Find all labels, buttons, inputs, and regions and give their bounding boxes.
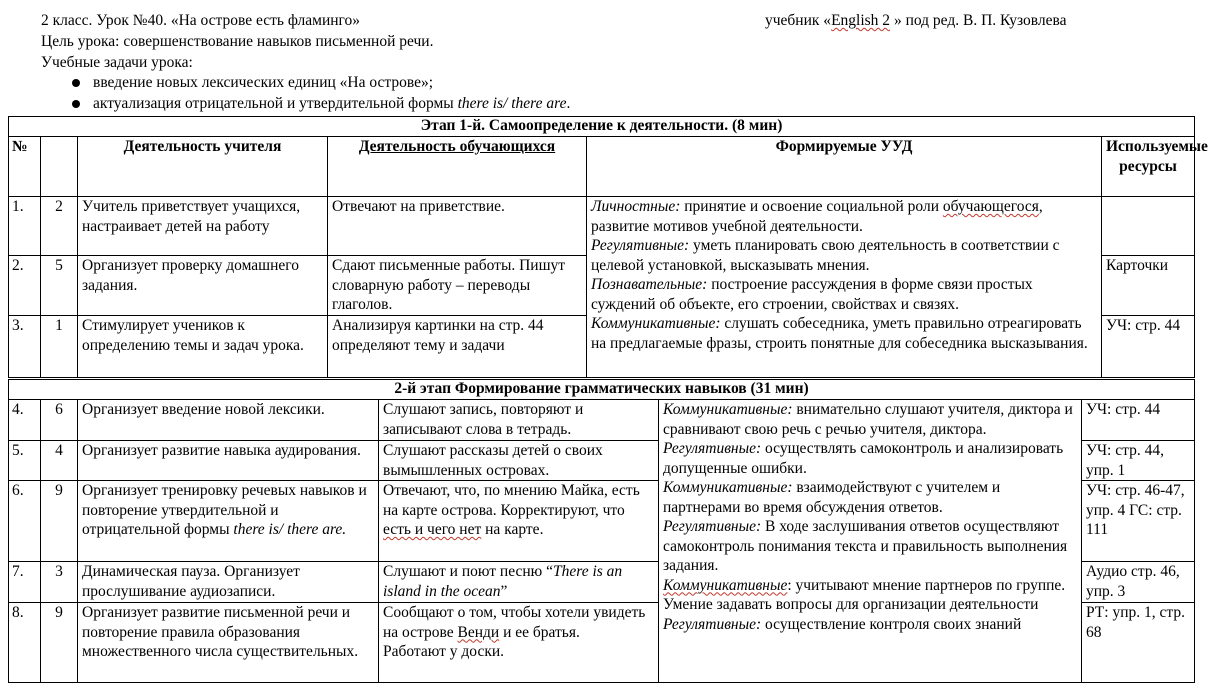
teacher-activity: Организует развитие навыка аудирования. bbox=[78, 441, 379, 481]
task2-end: . bbox=[566, 95, 571, 112]
row-minutes: 4 bbox=[41, 441, 78, 481]
row-number: 4. bbox=[9, 400, 41, 441]
textbook-suffix: » под ред. В. П. Кузовлева bbox=[890, 12, 1067, 29]
student-text: Отвечают, что, по мнению Майка, есть на карте острова. Корректируют, что bbox=[383, 482, 640, 519]
row-number: 7. bbox=[9, 562, 41, 603]
uud-text: обучающегося bbox=[942, 198, 1039, 215]
resources: УЧ: стр. 46-47, упр. 4 ГС: стр. 111 bbox=[1082, 481, 1195, 562]
student-activity: Отвечают на приветствие. bbox=[328, 197, 587, 256]
uud-label: Познавательные: bbox=[591, 276, 708, 293]
teacher-activity: Стимулирует учеников к определению темы и задач урока. bbox=[78, 316, 328, 378]
uud-text: , развитие мотивов учебной деятельности. bbox=[591, 198, 1043, 235]
row-number: 3. bbox=[9, 316, 41, 378]
uud-label: Регулятивные: bbox=[663, 440, 762, 457]
student-activity: Сдают письменные работы. Пишут словарную работу – переводы глаголов. bbox=[328, 256, 587, 316]
uud-stage1 bbox=[587, 197, 1102, 378]
row-number: 1. bbox=[9, 197, 41, 256]
uud-text: В ходе заслушивания ответов осуществляют самоконтроль понимания текста и правильность выполнения задания. bbox=[663, 518, 1068, 574]
stage2-table bbox=[8, 379, 1195, 683]
student-text-marked: Венди bbox=[457, 623, 500, 641]
col-students-header: Деятельность обучающихся bbox=[328, 137, 587, 197]
student-text: Сообщают о том, чтобы хотели увидеть на острове bbox=[383, 604, 646, 641]
col-minutes-header bbox=[41, 137, 78, 197]
uud-label: Регулятивные: bbox=[663, 615, 762, 633]
uud-text: внимательно слушают учителя, диктора и сравнивают свою речь с речью учителя, диктора. bbox=[663, 401, 1073, 438]
col-teacher-header: Деятельность учителя bbox=[78, 137, 328, 197]
uud-text: построение рассуждения в форме связи простых суждений об объекте, его строении, свойствах и связях. bbox=[591, 276, 1033, 313]
uud-label: Коммуникативные: bbox=[591, 315, 721, 332]
student-text: и ее братья. bbox=[499, 623, 580, 641]
uud-stage2 bbox=[659, 400, 1082, 683]
task-item-1: введение новых лексических единиц «На острове»; bbox=[93, 74, 434, 91]
row-number: 2. bbox=[9, 256, 41, 316]
uud-text: уметь планировать свою деятельность в соответствии с целевой установкой, высказывать мнения. bbox=[591, 237, 1060, 274]
resources: УЧ: стр. 44 bbox=[1102, 316, 1195, 378]
uud-text: принятие и освоение социальной роли bbox=[680, 198, 943, 215]
row-minutes: 3 bbox=[41, 562, 78, 603]
uud-label: Регулятивные: bbox=[591, 237, 690, 254]
row-number: 6. bbox=[9, 481, 41, 562]
textbook-reference bbox=[765, 11, 1066, 31]
teacher-text: Организует тренировку речевых навыков и повторение утвердительной и отрицательной формы bbox=[82, 482, 367, 538]
resources: Аудио стр. 46, упр. 3 bbox=[1082, 562, 1195, 603]
student-activity: Анализируя картинки на стр. 44 определяют тему и задачи bbox=[328, 316, 587, 378]
resources: УЧ: стр. 44, упр. 1 bbox=[1082, 441, 1195, 481]
textbook-name: English 2 bbox=[831, 12, 891, 29]
task2-text: актуализация отрицательной и утвердительной формы bbox=[93, 95, 458, 112]
uud-text: взаимодействуют с учителем и партнерами во время обсуждения ответов. bbox=[663, 479, 1001, 516]
stage2-title: 2-й этап Формирование грамматических навыков (31 мин) bbox=[9, 380, 1195, 400]
row-minutes: 9 bbox=[41, 481, 78, 562]
student-activity bbox=[379, 481, 659, 562]
tasks-label: Учебные задачи урока: bbox=[41, 54, 193, 71]
uud-text: осуществлять самоконтроль и анализировать допущенные ошибки. bbox=[663, 440, 1064, 477]
row-minutes: 1 bbox=[41, 316, 78, 378]
lesson-title: 2 класс. Урок №40. «На острове есть фламинго» bbox=[41, 12, 360, 29]
resources bbox=[1102, 197, 1195, 256]
task-item-2 bbox=[93, 94, 570, 114]
teacher-activity: Динамическая пауза. Организует прослушивание аудиозаписи. bbox=[78, 562, 379, 603]
uud-text: осуществление контроля своих знаний bbox=[761, 615, 1022, 633]
student-text: на карте. bbox=[481, 521, 544, 538]
uud-label: Коммуникативные: bbox=[663, 479, 793, 496]
teacher-grammar: there is/ there are. bbox=[233, 521, 347, 538]
uud-label: Коммуникативные bbox=[663, 576, 788, 594]
row-number: 8. bbox=[9, 603, 41, 683]
student-text: Слушают и поют песню “ bbox=[383, 563, 553, 580]
student-activity bbox=[379, 562, 659, 603]
row-minutes: 6 bbox=[41, 400, 78, 441]
uud-label: Коммуникативные: bbox=[663, 401, 793, 418]
teacher-activity bbox=[78, 481, 379, 562]
uud-text: слушать собеседника, уметь правильно отреагировать на предлагаемые фразы, строить понятные для собеседника высказывания. bbox=[591, 315, 1088, 352]
student-activity: Слушают рассказы детей о своих вымышленных островах. bbox=[379, 441, 659, 481]
row-minutes: 2 bbox=[41, 197, 78, 256]
resources: РТ: упр. 1, стр. 68 bbox=[1082, 603, 1195, 683]
resources: Карточки bbox=[1102, 256, 1195, 316]
teacher-activity: Организует введение новой лексики. bbox=[78, 400, 379, 441]
lesson-goal: Цель урока: совершенствование навыков письменной речи. bbox=[41, 33, 434, 50]
student-text: Работают у доски. bbox=[383, 643, 505, 660]
uud-text: : учитывают мнение партнеров по группе. Умение задавать вопросы для организации деятельности bbox=[663, 576, 1066, 613]
student-activity: Слушают запись, повторяют и записывают слова в тетрадь. bbox=[379, 400, 659, 441]
student-text: ” bbox=[500, 582, 508, 600]
teacher-activity: Организует проверку домашнего задания. bbox=[78, 256, 328, 316]
teacher-activity: Организует развитие письменной речи и повторение правила образования множественного числа существительных. bbox=[78, 603, 379, 683]
bullet-icon bbox=[72, 79, 80, 87]
uud-label: Регулятивные: bbox=[663, 518, 762, 535]
teacher-activity: Учитель приветствует учащихся, настраивает детей на работу bbox=[78, 197, 328, 256]
student-activity bbox=[379, 603, 659, 683]
col-number-header: № bbox=[9, 137, 41, 197]
task2-grammar: there is/ there are bbox=[457, 95, 567, 112]
col-uud-header: Формируемые УУД bbox=[587, 137, 1102, 197]
uud-label: Личностные: bbox=[591, 198, 681, 215]
song-title: There is an island in the ocean bbox=[383, 563, 623, 600]
textbook-prefix: учебник « bbox=[765, 12, 832, 29]
stage1-table bbox=[8, 116, 1208, 378]
col-resources-header: Используемые ресурсы bbox=[1102, 137, 1195, 197]
row-minutes: 9 bbox=[41, 603, 78, 683]
student-text-marked: есть и чего нет bbox=[383, 521, 482, 538]
resources: УЧ: стр. 44 bbox=[1082, 400, 1195, 441]
row-number: 5. bbox=[9, 441, 41, 481]
row-minutes: 5 bbox=[41, 256, 78, 316]
stage1-title: Этап 1-й. Самоопределение к деятельности. (8 мин) bbox=[9, 117, 1195, 137]
bullet-icon bbox=[72, 100, 80, 108]
